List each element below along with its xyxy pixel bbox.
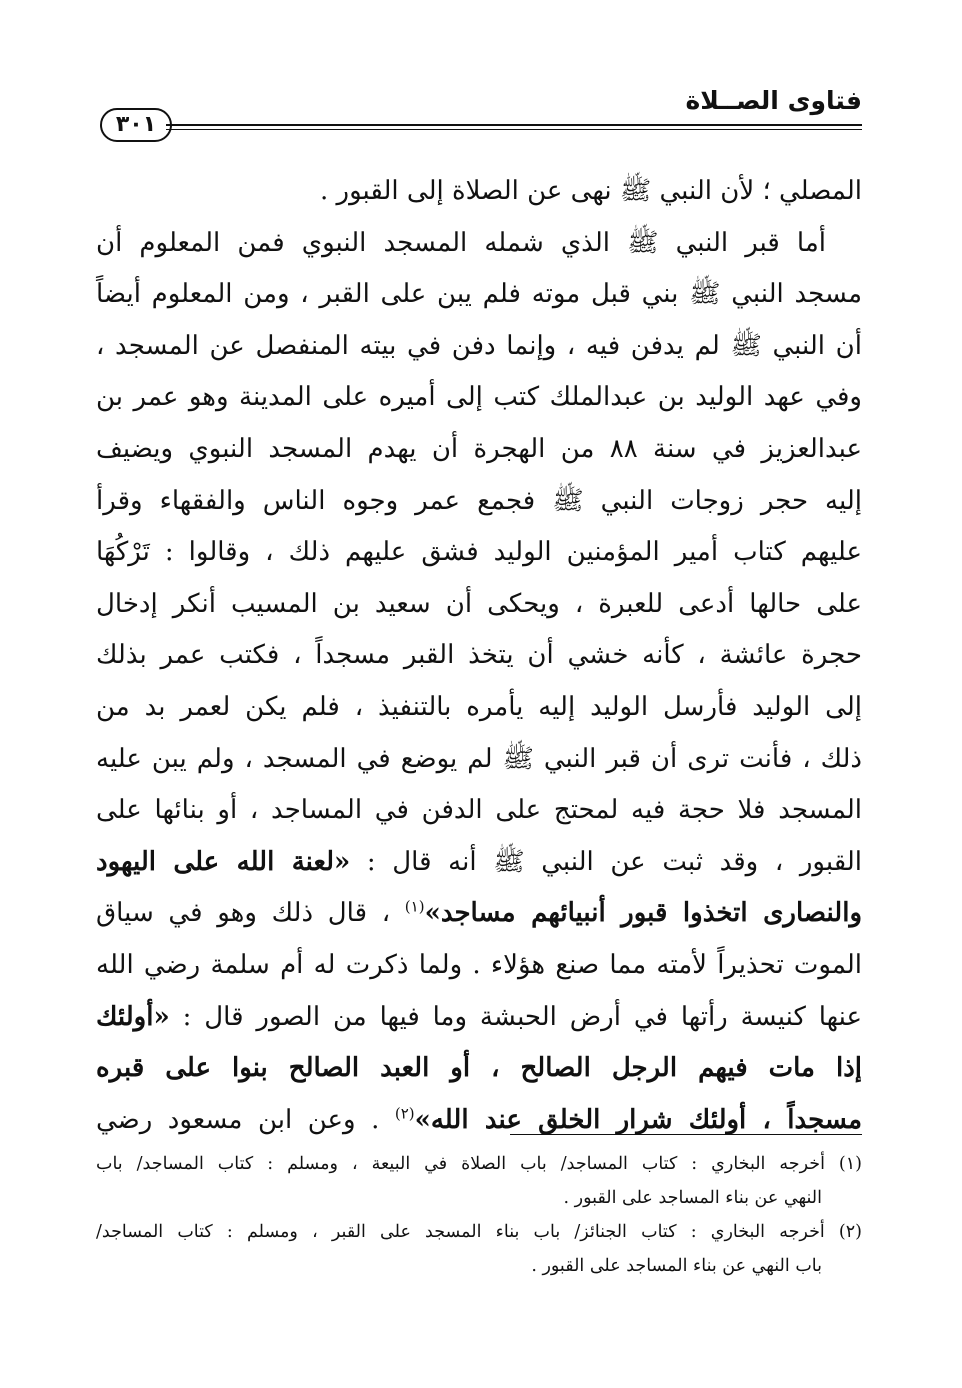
body-line-5: وفي عهد الوليد بن عبدالملك كتب إلى أميره على المدينة وهو عمر بن: [96, 382, 862, 413]
line-14-text: القبور ، وقد ثبت عن النبي ﷺ أنه قال :: [350, 846, 862, 877]
footnote-1-line-1: (١) أخرجه البخاري : كتاب المساجد/ باب الصلاة في البيعة ، ومسلم : كتاب المساجد/ باب: [96, 1154, 862, 1174]
hadith-quote-1-start: «لعنة الله على اليهود: [96, 846, 351, 877]
body-line-2: أما قبر النبي ﷺ الذي شمله المسجد النبوي فمن المعلوم أن: [96, 227, 826, 258]
hadith-quote-2-start: «أولئك: [96, 1001, 170, 1032]
body-line-19: [96, 1095, 862, 1147]
body-text: [96, 166, 862, 1146]
footnote-separator: [510, 1134, 862, 1135]
header-rule: [166, 124, 862, 130]
body-line-3: مسجد النبي ﷺ بني قبل موته فلم يبن على القبر ، ومن المعلوم أيضاً: [96, 279, 862, 310]
body-line-16: الموت تحذيراً لأمته مما صنع هؤلاء . ولما ذكرت له أم سلمة رضي الله: [96, 949, 862, 980]
body-line-11: إلى الوليد فأرسل الوليد إليه يأمره بالتنفيذ ، فلم يكن لعمر بد من: [96, 691, 862, 722]
body-line-9: على حالها أدعى للعبرة ، ويحكى أن سعيد بن المسيب أنكر إدخال: [96, 588, 862, 619]
line-19-text: . وعن ابن مسعود رضي: [96, 1104, 395, 1135]
footnote-1-line-2: النهي عن بناء المساجد على القبور .: [563, 1188, 822, 1208]
hadith-quote-2-end: مسجداً ، أولئك شرار الخلق عند الله»: [414, 1104, 862, 1135]
body-line-1: المصلي ؛ لأن النبي ﷺ نهى عن الصلاة إلى القبور .: [320, 176, 862, 206]
running-header-title: فتاوى الصــلاة: [685, 86, 862, 115]
body-line-12: ذلك ، فأنت ترى أن قبر النبي ﷺ لم يوضع في المسجد ، ولم يبن عليه: [96, 743, 862, 774]
line-17-text: عنها كنيسة رأتها في أرض الحبشة وما فيها من الصور قال :: [169, 1001, 862, 1032]
hadith-quote-1-end: والنصارى اتخذوا قبور أنبيائهم مساجد»: [424, 898, 863, 929]
footnote-ref-2[interactable]: (٢): [394, 1104, 415, 1123]
body-line-13: المسجد فلا حجة فيه لمحتج على الدفن في المساجد ، أو بنائها على: [96, 795, 862, 826]
body-line-4: أن النبي ﷺ لم يدفن فيه ، وإنما دفن في بيته المنفصل عن المسجد ،: [96, 330, 862, 361]
body-line-15: [96, 888, 862, 940]
line-15-text: ، قال ذلك وهو في سياق: [96, 898, 405, 929]
body-line-17: [96, 992, 862, 1044]
body-line-14: [96, 837, 862, 889]
page-number-badge: ٣٠١: [100, 108, 172, 142]
body-line-8: عليهم كتاب أمير المؤمنين الوليد فشق عليهم ذلك ، وقالوا : تَرْكُهَا: [96, 537, 862, 568]
footnotes: [96, 1147, 862, 1283]
footnote-2-line-1: (٢) أخرجه البخاري : كتاب الجنائز/ باب بناء المسجد على القبر ، ومسلم : كتاب المساجد/: [96, 1222, 862, 1242]
body-line-10: حجرة عائشة ، كأنه خشي أن يتخذ القبر مسجداً ، فكتب عمر بذلك: [96, 640, 862, 671]
footnote-ref-1[interactable]: (١): [404, 897, 425, 916]
body-line-18: إذا مات فيهم الرجل الصالح ، أو العبد الصالح بنوا على قبره: [96, 1053, 862, 1084]
footnote-2-line-2: باب النهي عن بناء المساجد على القبور .: [531, 1256, 822, 1276]
body-line-6: عبدالعزيز في سنة ٨٨ من الهجرة أن يهدم المسجد النبوي ويضيف: [96, 433, 862, 464]
body-line-7: إليه حجر زوجات النبي ﷺ فجمع عمر وجوه الناس والفقهاء وقرأ: [96, 485, 862, 516]
